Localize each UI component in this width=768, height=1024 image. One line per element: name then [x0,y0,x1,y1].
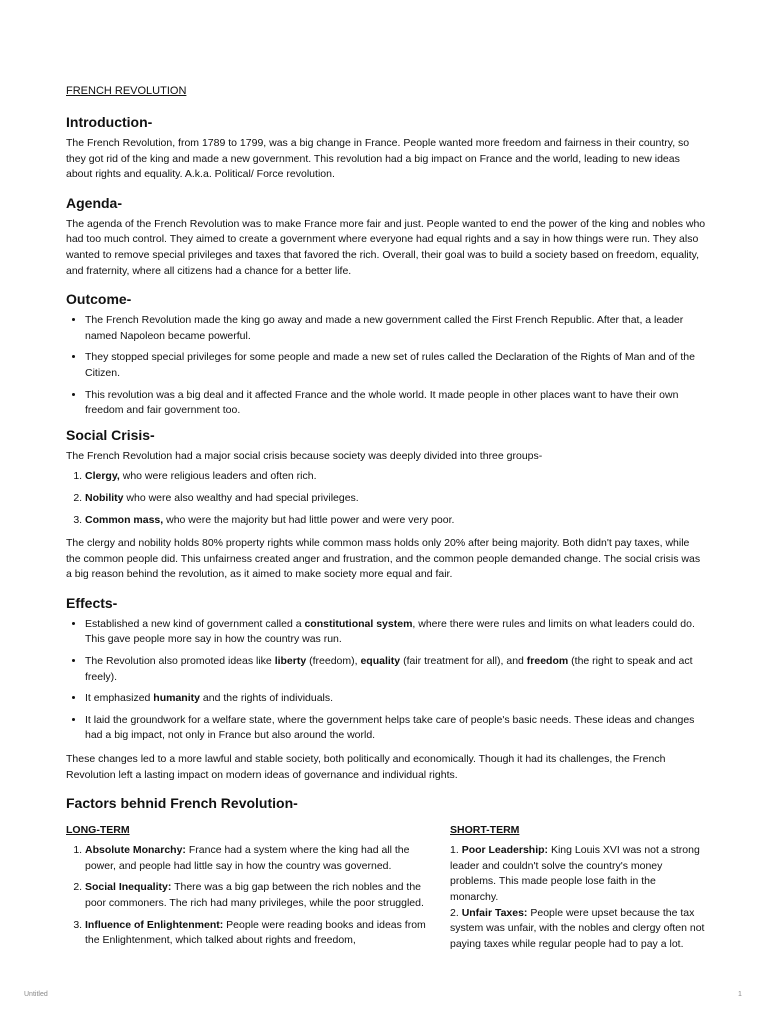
effects-text: Established a new kind of government called a [85,617,305,630]
social-group-text: who were religious leaders and often rich. [119,470,317,483]
social-crisis-section [66,427,706,583]
effects-text: (the right to speak and act freely). [85,655,693,683]
social-crisis-heading: Social Crisis- [66,426,155,443]
long-term-column [66,817,428,957]
footer-page-number: 1 [738,991,742,998]
long-term-list [66,843,428,949]
long-term-heading: LONG-TERM [66,824,130,837]
agenda-text: The agenda of the French Revolution was to make France more fair and just. People wanted to end the power of the king and nobles who had too much control. They aimed to create a government where everyone had equal rights and a say in how things were run. They also wanted to remove special privileges and taxes that favored the rich. Overall, their goal was to build a society based on freedom, equality, and fraternity, where all citizens had a chance for a better life. [66,217,706,277]
social-crisis-closing: The clergy and nobility holds 80% property rights while common mass holds only 20% after being majority. Both didn't pay taxes, while the common people did. This unfairness created anger and frustration, and the common people demanded change. The social crisis was a big reason behind the revolution, as it aimed to make society more equal and fair. [66,537,701,581]
factor-name: Poor Leadership: [461,844,549,857]
agenda-heading: Agenda- [66,194,122,211]
effects-heading: Effects- [66,594,118,611]
social-group-item [85,469,706,485]
social-groups-list [66,469,706,528]
effects-list [66,617,706,744]
effects-item: • It laid the groundwork for a welfare state, where the government helps take care of people's basic needs. These ideas and changes had a big impact, not only in France but also around the world. [85,713,706,744]
social-group-item [85,513,706,529]
social-crisis-intro: The French Revolution had a major social crisis because society was deeply divided into three groups- [66,449,543,462]
effects-text: It emphasized [85,692,154,705]
long-term-item [85,843,428,874]
effects-text: and the rights of individuals. [199,692,334,705]
factor-text: There was a big gap between the rich nobles and the poor commoners. The rich had many privileges, while the poor struggled. [85,881,424,909]
short-term-item [450,843,706,905]
effects-bold-term: freedom [526,655,569,668]
document-title: FRENCH REVOLUTION [66,85,187,97]
outcome-section [66,291,706,419]
factors-columns [66,817,706,957]
outcome-item: • This revolution was a big deal and it affected France and the whole world. It made people in other places want to have their own freedom and fair government too. [85,388,706,419]
factor-number: 1. [450,844,462,857]
social-group-text: who were the majority but had little power and were very poor. [163,513,455,526]
factor-name: Social Inequality: [85,881,172,894]
social-group-name: Clergy, [85,470,120,483]
social-group-text: who were also wealthy and had special privileges. [123,491,359,504]
social-group-name: Nobility [85,491,124,504]
effects-bold-term: liberty [274,655,307,668]
factor-name: Influence of Enlightenment: [85,918,224,931]
factor-text: People were upset because the tax system was unfair, with the nobles and clergy often not paying taxes while regular people had to pay a lot. [450,906,705,950]
factor-name: Unfair Taxes: [461,906,528,919]
outcome-item: • The French Revolution made the king go away and made a new government called the First French Republic. After that, a leader named Napoleon became powerful. [85,313,706,344]
outcome-item: • They stopped special privileges for some people and made a new set of rules called the Declaration of the Rights of Man and of the Citizen. [85,350,706,381]
factor-text: People were reading books and ideas from the Enlightenment, which talked about rights and freedom, [85,918,426,947]
document-page [66,84,706,957]
footer-document-name: Untitled [24,991,48,998]
effects-section [66,595,706,783]
effects-bold-term: equality [360,655,401,668]
social-group-name: Common mass, [85,513,164,526]
short-term-item [450,906,706,953]
effects-text: , where there were rules and limits on what leaders could do. This gave people more say in how the country was run. [85,617,695,646]
introduction-text: The French Revolution, from 1789 to 1799, was a big change in France. People wanted more freedom and fairness in their country, so they got rid of the king and made a new government. This revolution had a big impact on France and the world, leading to new ideas about rights and equality. A.k.a. Political/ Force revolution. [66,137,690,181]
social-group-item [85,491,706,507]
factors-heading: Factors behnid French Revolution- [66,795,298,812]
effects-text: The Revolution also promoted ideas like [85,655,275,668]
effects-item [85,654,706,685]
factor-text: King Louis XVI was not a strong leader and couldn't solve the country's money problems. This made people lose faith in the monarchy. [450,844,700,903]
factor-name: Absolute Monarchy: [85,844,186,857]
factor-number: 2. [450,906,462,919]
factor-text: France had a system where the king had all the power, and people had little say in how the country was governed. [85,844,410,872]
outcome-heading: Outcome- [66,291,132,308]
short-term-column [450,817,706,957]
effects-bold-term: humanity [153,692,200,705]
effects-item [85,617,706,648]
factors-section [66,795,706,957]
outcome-list [66,313,706,419]
long-term-item [85,918,428,949]
effects-closing: These changes led to a more lawful and stable society, both politically and economically. Though it had its challenges, the French Revolution left a lasting impact on modern ideas of governance and individual rights. [66,753,666,781]
short-term-heading: SHORT-TERM [450,824,520,837]
effects-text: (fair treatment for all), and [400,655,527,668]
long-term-item [85,880,428,911]
effects-text: (freedom), [306,655,361,668]
effects-bold-term: constitutional system [304,617,413,630]
agenda-section [66,195,706,279]
introduction-section [66,114,706,183]
effects-item [85,691,706,707]
introduction-heading: Introduction- [66,114,153,130]
